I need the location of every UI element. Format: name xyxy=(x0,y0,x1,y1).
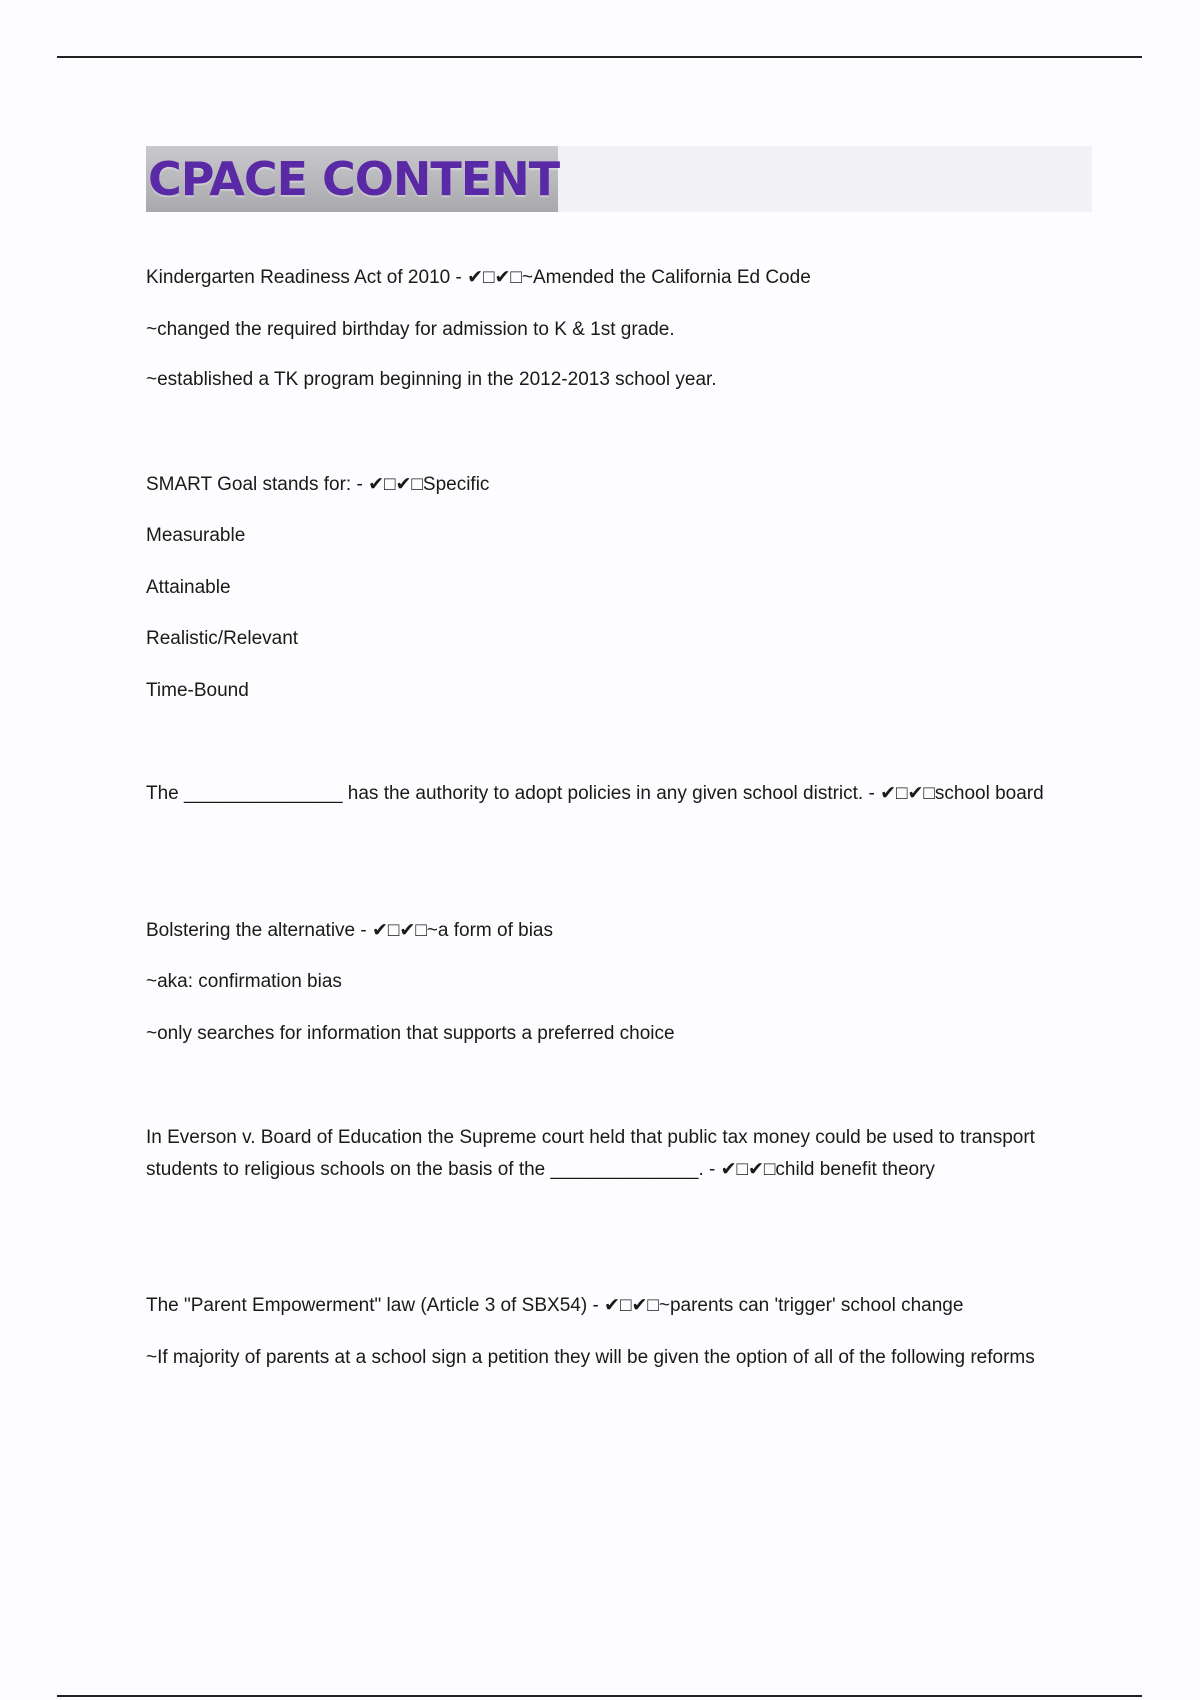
entry-1-line-3: ~established a TK program beginning in the 2012-2013 school year. xyxy=(146,369,717,390)
title-box xyxy=(146,146,558,212)
top-rule xyxy=(57,56,1142,58)
title-banner xyxy=(146,146,1092,212)
entry-2-line-5: Time-Bound xyxy=(146,680,249,701)
entry-1-line-2: ~changed the required birthday for admission to K & 1st grade. xyxy=(146,319,675,340)
entry-4-line-3: ~only searches for information that supports a preferred choice xyxy=(146,1023,675,1044)
entry-3-line-1: The _______________ has the authority to adopt policies in any given school district. - ✔□✔□school board xyxy=(146,783,1044,804)
entry-2-line-3: Attainable xyxy=(146,577,231,598)
entry-2-line-2: Measurable xyxy=(146,525,246,546)
entry-5-line-1: In Everson v. Board of Education the Supreme court held that public tax money could be used to transport students to religious schools on the basis of the ______________. - ✔□✔□child benefit theory xyxy=(146,1127,1035,1180)
entry-6-line-2: ~If majority of parents at a school sign a petition they will be given the option of all of the following reforms xyxy=(146,1347,1035,1368)
entry-1-line-1: Kindergarten Readiness Act of 2010 - ✔□✔□~Amended the California Ed Code xyxy=(146,267,811,288)
entry-2-line-1: SMART Goal stands for: - ✔□✔□Specific xyxy=(146,474,490,495)
entry-4-line-2: ~aka: confirmation bias xyxy=(146,971,342,992)
bottom-rule xyxy=(57,1695,1142,1697)
entry-2-line-4: Realistic/Relevant xyxy=(146,628,299,649)
entry-6-line-1: The "Parent Empowerment" law (Article 3 of SBX54) - ✔□✔□~parents can 'trigger' school change xyxy=(146,1295,964,1316)
document-title: CPACE CONTENT xyxy=(148,152,560,206)
entry-4-line-1: Bolstering the alternative - ✔□✔□~a form of bias xyxy=(146,920,553,941)
